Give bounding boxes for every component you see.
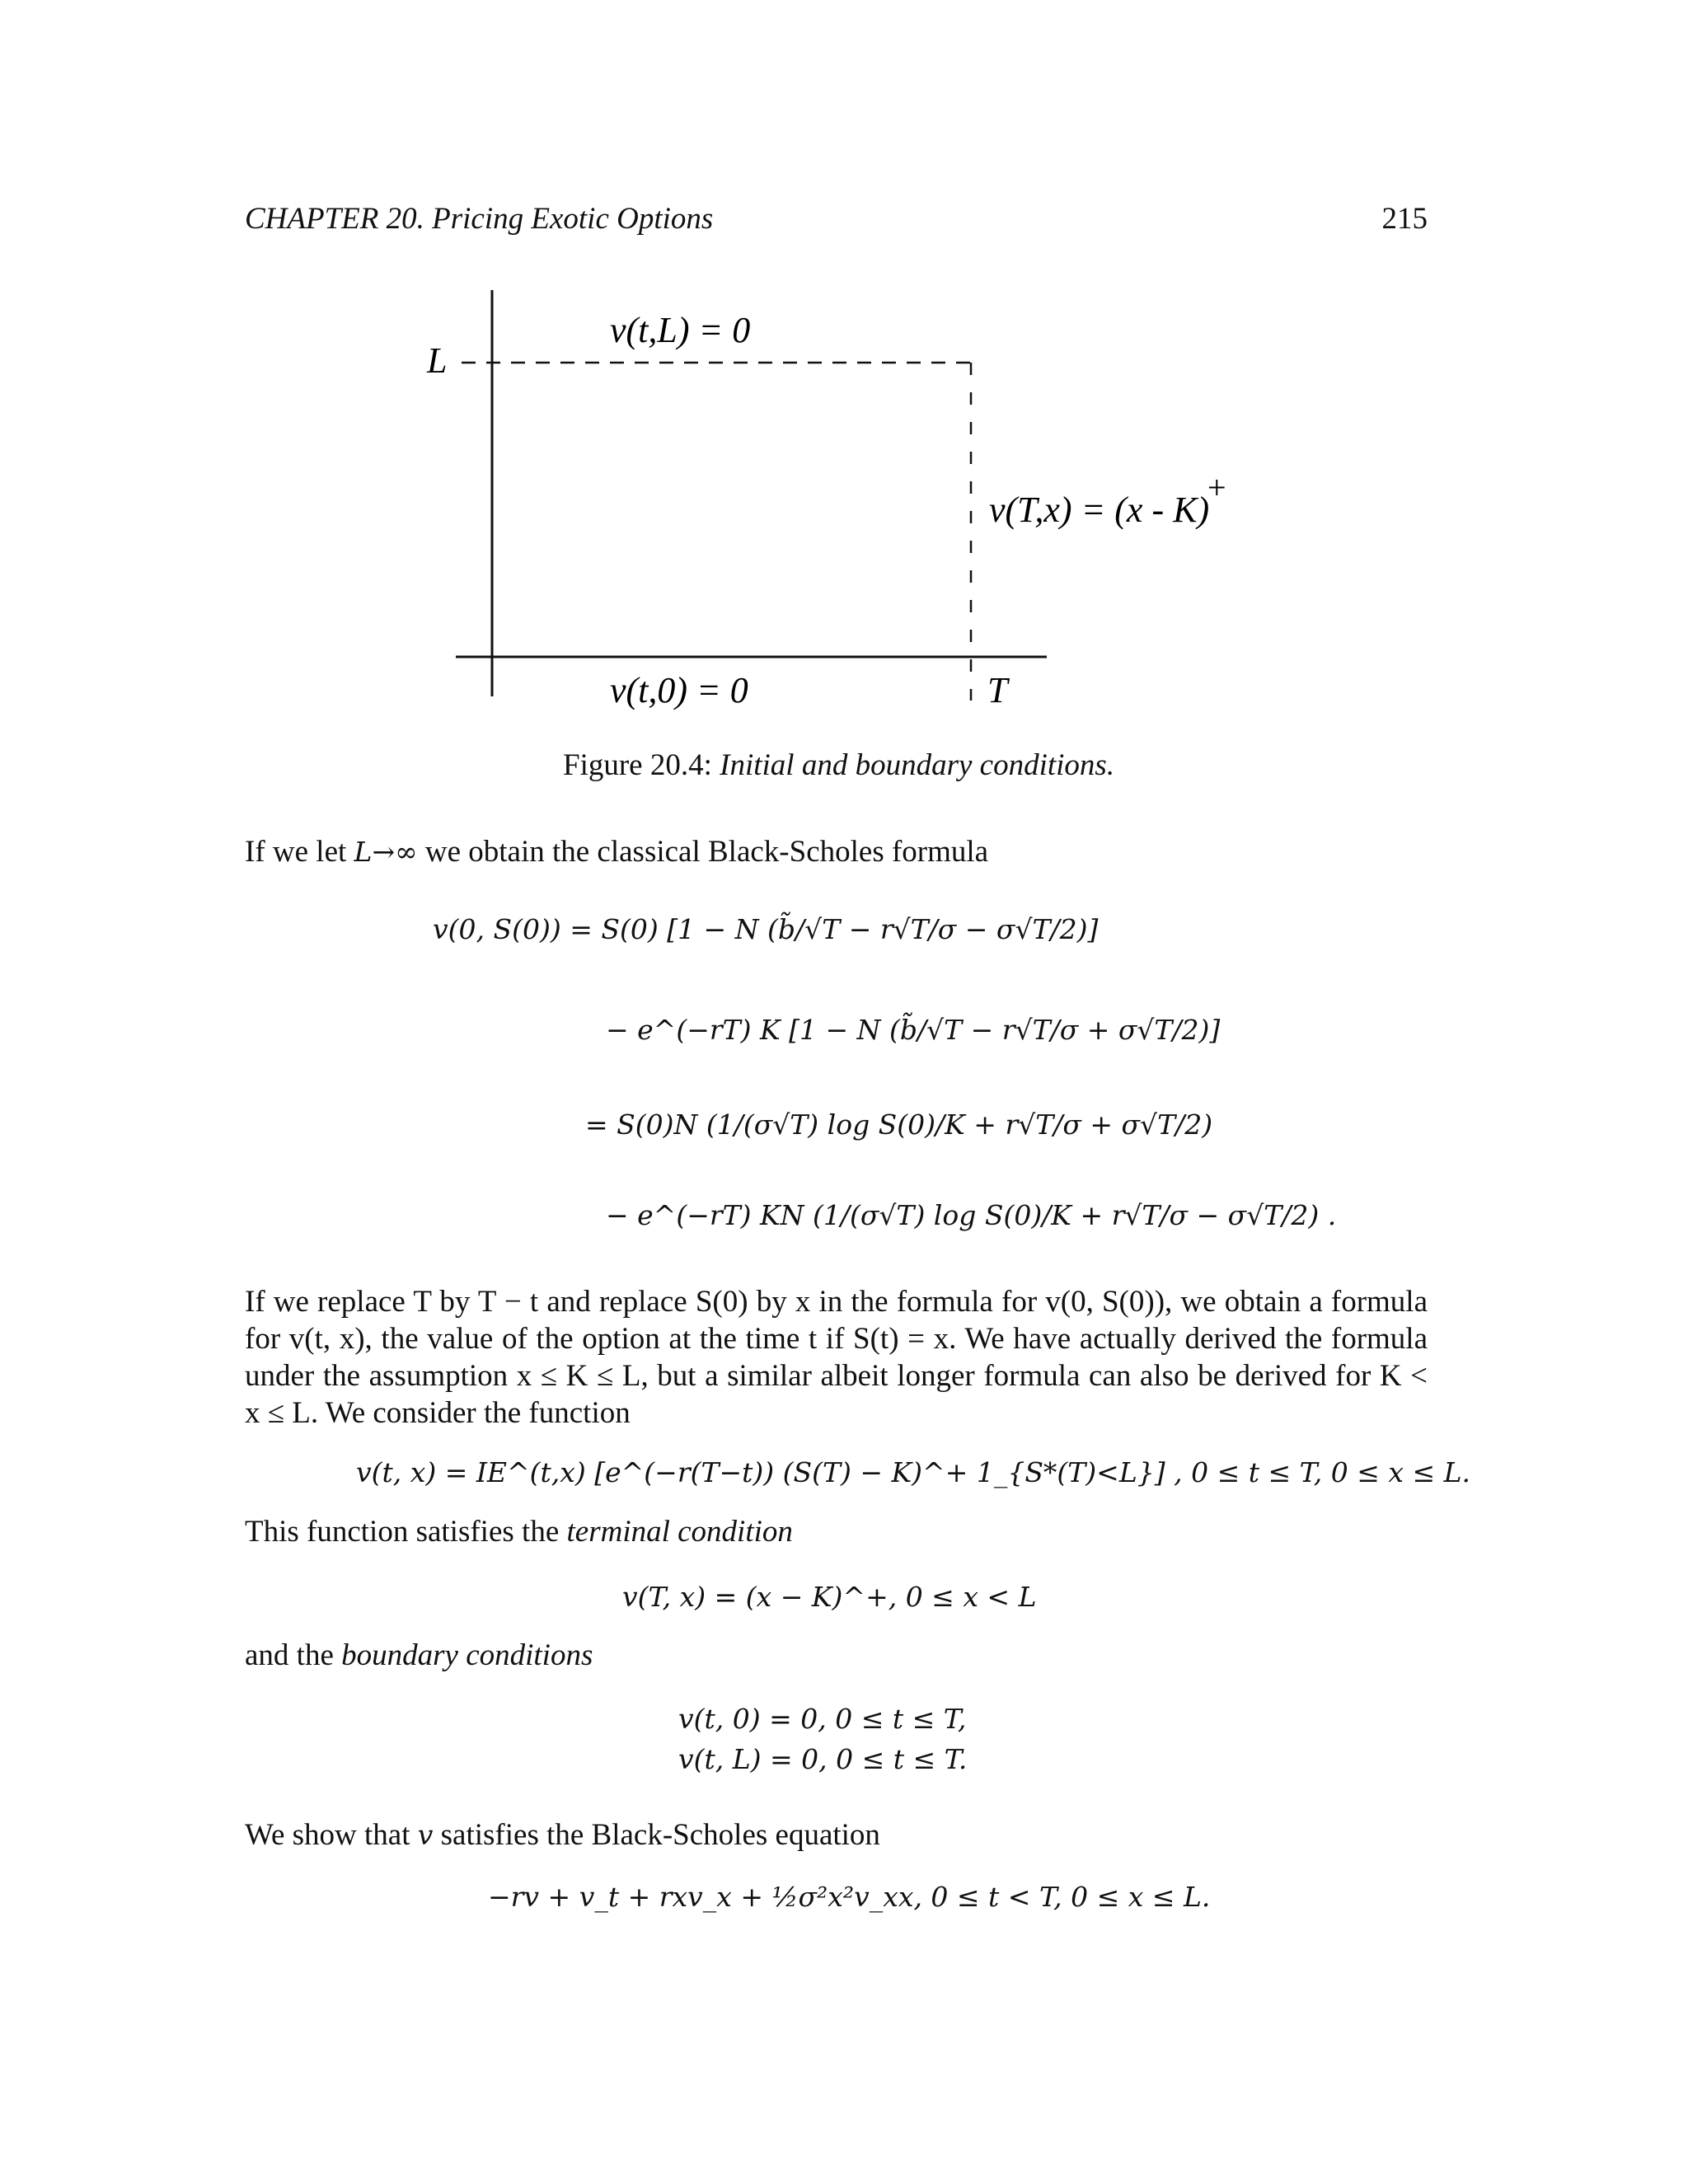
paragraph-5-math: v xyxy=(417,1819,434,1851)
paragraph-3-text: This function satisfies the xyxy=(245,1515,567,1549)
paragraph-5-text-a: We show that xyxy=(245,1818,418,1852)
paragraph-1-math: L→∞ xyxy=(354,836,418,868)
figure-caption-label: Figure 20.4: xyxy=(563,748,712,782)
equation-1-line-4: − e^(−rT) KN (1/(σ√T) log S(0)/K + r√T/σ − σ√T/2) . xyxy=(606,1199,1337,1231)
figure-label-T: T xyxy=(987,670,1008,710)
equation-3: v(T, x) = (x − K)^+, 0 ≤ x < L xyxy=(622,1581,1037,1613)
equation-4-line-1: v(t, 0) = 0, 0 ≤ t ≤ T, xyxy=(678,1703,967,1735)
paragraph-1-text-a: If we let xyxy=(245,835,354,869)
figure-caption xyxy=(563,747,1114,784)
terminal-condition-plus: + xyxy=(1207,469,1226,506)
top-boundary-condition: v(t,L) = 0 xyxy=(610,310,751,350)
equation-2: v(t, x) = IE^(t,x) [e^(−r(T−t)) (S(T) − K)^+ 1_{S*(T)<L}] , 0 ≤ t ≤ T, 0 ≤ x ≤ L. xyxy=(356,1456,1471,1488)
equation-5: −rv + v_t + rxv_x + ½σ²x²v_xx, 0 ≤ t < T, 0 ≤ x ≤ L. xyxy=(488,1881,1211,1913)
paragraph-5 xyxy=(245,1816,880,1854)
paragraph-1 xyxy=(245,833,988,870)
page-number: 215 xyxy=(1381,202,1428,236)
paragraph-5-text-b: satisfies the Black-Scholes equation xyxy=(433,1818,880,1852)
paragraph-4-text: and the xyxy=(245,1638,342,1672)
paragraph-4 xyxy=(245,1637,593,1674)
terminal-condition-label: v(T,x) = (x - K) xyxy=(989,490,1210,530)
paragraph-1-text-b: we obtain the classical Black-Scholes formula xyxy=(417,835,989,869)
chapter-header: CHAPTER 20. Pricing Exotic Options xyxy=(245,202,714,236)
paragraph-2: If we replace T by T − t and replace S(0) by x in the formula for v(0, S(0)), we obtain a formula for v(t, x), the value of the option at the time t if S(t) = x. We have actually derived the formula under the assumption x ≤ K ≤ L, but a similar albeit longer formula can also be derived for K < x ≤ L. We consider the function xyxy=(245,1285,1428,1430)
paragraph-3 xyxy=(245,1513,793,1550)
equation-1-line-2: − e^(−rT) K [1 − N (b̃/√T − r√T/σ + σ√T/2)] xyxy=(606,1014,1221,1046)
equation-4-line-2: v(t, L) = 0, 0 ≤ t ≤ T. xyxy=(678,1743,968,1775)
equation-1-line-1: v(0, S(0)) = S(0) [1 − N (b̃/√T − r√T/σ − σ√T/2)] xyxy=(433,913,1099,945)
figure-label-L: L xyxy=(427,340,448,381)
boundary-conditions-figure xyxy=(0,0,1688,824)
paragraph-3-emphasis: terminal condition xyxy=(566,1515,793,1549)
paragraph-4-emphasis: boundary conditions xyxy=(341,1638,593,1672)
bottom-boundary-condition: v(t,0) = 0 xyxy=(610,670,748,710)
equation-1-line-3: = S(0)N (1/(σ√T) log S(0)/K + r√T/σ + σ√T/2) xyxy=(585,1108,1213,1141)
figure-caption-text: Initial and boundary conditions. xyxy=(720,748,1115,782)
